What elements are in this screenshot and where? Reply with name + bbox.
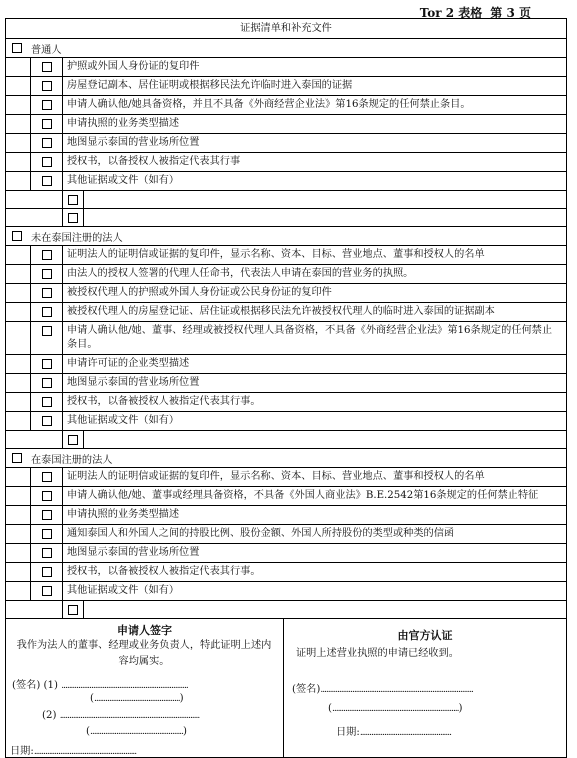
item-checkbox[interactable] xyxy=(42,62,52,72)
indent-cell xyxy=(6,355,31,373)
indent-cell xyxy=(6,487,31,505)
official-paren-close: ) xyxy=(458,703,463,714)
checkbox-cell xyxy=(31,355,63,373)
applicant-signature-title: 申请人签字 xyxy=(117,624,172,637)
indent-cell xyxy=(6,96,31,114)
checklist-item xyxy=(6,77,566,96)
checkbox-cell xyxy=(63,431,84,448)
checkbox-cell xyxy=(31,563,63,581)
official-date-label: 日期: xyxy=(336,727,360,738)
signature-line-1[interactable]: .................................................................... xyxy=(61,681,188,691)
signature-area xyxy=(6,619,566,757)
section-header xyxy=(6,39,566,58)
applicant-date-label: 日期: xyxy=(10,746,34,757)
item-label: 申请人确认他/她、董事、经理或被授权代理人具备资格，不具备《外商经营企业法》第16条规定的任何禁止条目。 xyxy=(67,325,553,350)
item-label: 证明法人的证明信或证据的复印件，显示名称、资本、目标、营业地点、董事和授权人的名单 xyxy=(67,249,485,260)
checkbox-cell xyxy=(31,115,63,133)
checklist-item xyxy=(6,96,566,115)
indent-cell xyxy=(6,284,31,302)
section-title: 未在泰国注册的法人 xyxy=(31,232,123,244)
item-checkbox[interactable] xyxy=(42,491,52,501)
indent-cell xyxy=(6,431,63,448)
indent-cell xyxy=(6,563,31,581)
indent-cell xyxy=(6,468,31,486)
official-signature-line[interactable]: .................................................................................. xyxy=(320,685,473,695)
checkbox-cell xyxy=(31,487,63,505)
item-label: 申请人确认他/她具备资格，并且不具备《外商经营企业法》第16条规定的任何禁止条目。 xyxy=(67,99,471,110)
item-checkbox[interactable] xyxy=(42,548,52,558)
item-checkbox[interactable] xyxy=(42,510,52,520)
applicant-statement: 我作为法人的董事、经理或业务负责人，特此证明上述内容均属实。 xyxy=(16,640,272,667)
indent-cell xyxy=(6,153,31,171)
item-label: 护照或外国人身份证的复印件 xyxy=(67,61,200,72)
item-checkbox[interactable] xyxy=(42,269,52,279)
indent-cell xyxy=(6,191,63,208)
item-checkbox[interactable] xyxy=(42,529,52,539)
indent-cell xyxy=(6,322,31,354)
checklist-item xyxy=(6,393,566,412)
signature-line-2[interactable]: ........................................................................... xyxy=(59,711,200,721)
checklist-item xyxy=(6,582,566,601)
item-label: 其他证据或文件（如有） xyxy=(67,415,180,426)
section-checkbox[interactable] xyxy=(12,231,22,241)
blank-item-checkbox[interactable] xyxy=(68,195,78,205)
checkbox-cell xyxy=(31,412,63,430)
item-checkbox[interactable] xyxy=(42,176,52,186)
indent-cell xyxy=(6,134,31,152)
checkbox-cell xyxy=(63,209,84,226)
blank-entry-row xyxy=(6,209,566,227)
checklist-item xyxy=(6,412,566,431)
official-paren-open: ( xyxy=(328,703,332,714)
checklist-item xyxy=(6,525,566,544)
checklist-item xyxy=(6,134,566,153)
item-label: 地图显示泰国的营业场所位置 xyxy=(67,377,200,388)
item-checkbox[interactable] xyxy=(42,567,52,577)
section-title: 在泰国注册的法人 xyxy=(31,454,113,466)
item-label: 证明法人的证明信或证据的复印件，显示名称、资本、目标、营业地点、董事和授权人的名单 xyxy=(67,471,485,482)
item-label: 其他证据或文件（如有） xyxy=(67,585,180,596)
indent-cell xyxy=(6,582,31,600)
indent-cell xyxy=(6,265,31,283)
page-number: 第 3 页 xyxy=(490,6,531,20)
checkbox-cell xyxy=(31,153,63,171)
indent-cell xyxy=(6,525,31,543)
item-label: 申请执照的业务类型描述 xyxy=(67,118,180,129)
section-checkbox[interactable] xyxy=(12,43,22,53)
item-label: 地图显示泰国的营业场所位置 xyxy=(67,547,200,558)
item-checkbox[interactable] xyxy=(42,326,52,336)
checkbox-cell xyxy=(31,468,63,486)
checklist-item xyxy=(6,172,566,191)
checkbox-cell xyxy=(31,265,63,283)
item-checkbox[interactable] xyxy=(42,100,52,110)
checkbox-cell xyxy=(63,601,84,618)
item-checkbox[interactable] xyxy=(42,307,52,317)
item-label: 授权书，以备被授权人被指定代表其行事。 xyxy=(67,396,261,407)
blank-item-checkbox[interactable] xyxy=(68,605,78,615)
form-label: Tor 2 表格 xyxy=(419,6,483,20)
item-label: 被授权代理人的护照或外国人身份证或公民身份证的复印件 xyxy=(67,287,332,298)
checkbox-cell xyxy=(31,322,63,354)
checkbox-cell xyxy=(31,77,63,95)
checkbox-cell xyxy=(31,544,63,562)
item-label: 由法人的授权人签署的代理人任命书，代表法人申请在泰国的营业务的执照。 xyxy=(67,268,414,279)
item-label: 授权书，以备被授权人被指定代表其行事。 xyxy=(67,566,261,577)
item-label: 通知泰国人和外国人之间的持股比例、股份金额、外国人所持股份的类型或种类的信函 xyxy=(67,528,455,539)
blank-item-checkbox[interactable] xyxy=(68,213,78,223)
official-certification-box xyxy=(284,619,566,757)
indent-cell xyxy=(6,544,31,562)
item-checkbox[interactable] xyxy=(42,288,52,298)
item-checkbox[interactable] xyxy=(42,397,52,407)
checklist-item xyxy=(6,265,566,284)
blank-entry-field[interactable] xyxy=(84,601,566,618)
item-label: 申请执照的业务类型描述 xyxy=(67,509,180,520)
checkbox-cell xyxy=(31,525,63,543)
section-header xyxy=(6,227,566,246)
item-checkbox[interactable] xyxy=(42,81,52,91)
blank-entry-field[interactable] xyxy=(84,431,566,448)
checkbox-cell xyxy=(31,246,63,264)
checkbox-cell xyxy=(31,96,63,114)
checkbox-cell xyxy=(31,172,63,190)
checkbox-cell xyxy=(31,303,63,321)
evidence-checklist-form xyxy=(5,18,567,758)
indent-cell xyxy=(6,374,31,392)
checklist-sections xyxy=(6,39,566,619)
item-checkbox[interactable] xyxy=(42,138,52,148)
applicant-signature-box xyxy=(6,619,284,757)
checkbox-cell xyxy=(31,506,63,524)
item-label: 被授权代理人的房屋登记证、居住证或根据移民法允许被授权代理人的临时进入泰国的证据副本 xyxy=(67,306,495,317)
checklist-item xyxy=(6,153,566,172)
name-line-2[interactable]: .................................................. xyxy=(89,727,184,737)
indent-cell xyxy=(6,412,31,430)
blank-item-checkbox[interactable] xyxy=(68,435,78,445)
item-checkbox[interactable] xyxy=(42,472,52,482)
checklist-item xyxy=(6,115,566,134)
form-title: 证据清单和补充文件 xyxy=(6,19,566,39)
section-checkbox[interactable] xyxy=(12,453,22,463)
checklist-item xyxy=(6,58,566,77)
indent-cell xyxy=(6,303,31,321)
checklist-item xyxy=(6,374,566,393)
checkbox-cell xyxy=(31,284,63,302)
item-label: 地图显示泰国的营业场所位置 xyxy=(67,137,200,148)
blank-entry-field[interactable] xyxy=(84,191,566,208)
checklist-item xyxy=(6,544,566,563)
official-date-line[interactable]: ................................................. xyxy=(359,728,451,738)
item-label: 申请许可证的企业类型描述 xyxy=(67,358,190,369)
checkbox-cell xyxy=(31,582,63,600)
name-paren-open-2: ( xyxy=(86,726,90,737)
blank-entry-row xyxy=(6,601,566,619)
indent-cell xyxy=(6,506,31,524)
item-checkbox[interactable] xyxy=(42,416,52,426)
checkbox-cell xyxy=(31,58,63,76)
official-certification-title: 由官方认证 xyxy=(397,629,453,642)
indent-cell xyxy=(6,601,63,618)
item-label: 房屋登记副本、居住证明或根据移民法允许临时进入泰国的证据 xyxy=(67,80,353,91)
applicant-date-line[interactable]: ....................................................... xyxy=(33,747,137,757)
official-sign-label: (签名) xyxy=(292,684,321,695)
checklist-item xyxy=(6,487,566,506)
name-line-1[interactable]: .............................................. xyxy=(93,694,180,704)
indent-cell xyxy=(6,58,31,76)
checklist-item xyxy=(6,355,566,374)
checkbox-cell xyxy=(63,191,84,208)
item-label: 其他证据或文件（如有） xyxy=(67,175,180,186)
name-paren-close-1: ) xyxy=(179,693,184,704)
item-checkbox[interactable] xyxy=(42,586,52,596)
indent-cell xyxy=(6,172,31,190)
blank-entry-field[interactable] xyxy=(84,209,566,226)
checkbox-cell xyxy=(31,134,63,152)
sign-label-2: (2) xyxy=(42,710,57,721)
indent-cell xyxy=(6,209,63,226)
checklist-item xyxy=(6,506,566,525)
checklist-item xyxy=(6,246,566,265)
item-checkbox[interactable] xyxy=(42,359,52,369)
blank-entry-row xyxy=(6,431,566,449)
checklist-item xyxy=(6,322,566,355)
checklist-item xyxy=(6,468,566,487)
section-header xyxy=(6,449,566,468)
indent-cell xyxy=(6,393,31,411)
indent-cell xyxy=(6,77,31,95)
checklist-item xyxy=(6,563,566,582)
indent-cell xyxy=(6,115,31,133)
item-checkbox[interactable] xyxy=(42,250,52,260)
sign-label-1: (签名) (1) xyxy=(12,680,58,691)
checkbox-cell xyxy=(31,393,63,411)
item-checkbox[interactable] xyxy=(42,157,52,167)
name-paren-close-2: ) xyxy=(183,726,188,737)
official-name-line[interactable]: .................................................................... xyxy=(331,704,459,714)
name-paren-open-1: ( xyxy=(90,693,94,704)
item-label: 申请人确认他/她、董事或经理具备资格，不具备《外国人商业法》B.E.2542第16条规定的任何禁止特征 xyxy=(67,490,539,501)
blank-entry-row xyxy=(6,191,566,209)
item-label: 授权书，以备授权人被指定代表其行事 xyxy=(67,156,241,167)
checkbox-cell xyxy=(31,374,63,392)
item-checkbox[interactable] xyxy=(42,378,52,388)
indent-cell xyxy=(6,246,31,264)
official-statement: 证明上述营业执照的申请已经收到。 xyxy=(296,648,459,659)
checklist-item xyxy=(6,303,566,322)
section-title: 普通人 xyxy=(31,44,62,56)
checklist-item xyxy=(6,284,566,303)
item-checkbox[interactable] xyxy=(42,119,52,129)
